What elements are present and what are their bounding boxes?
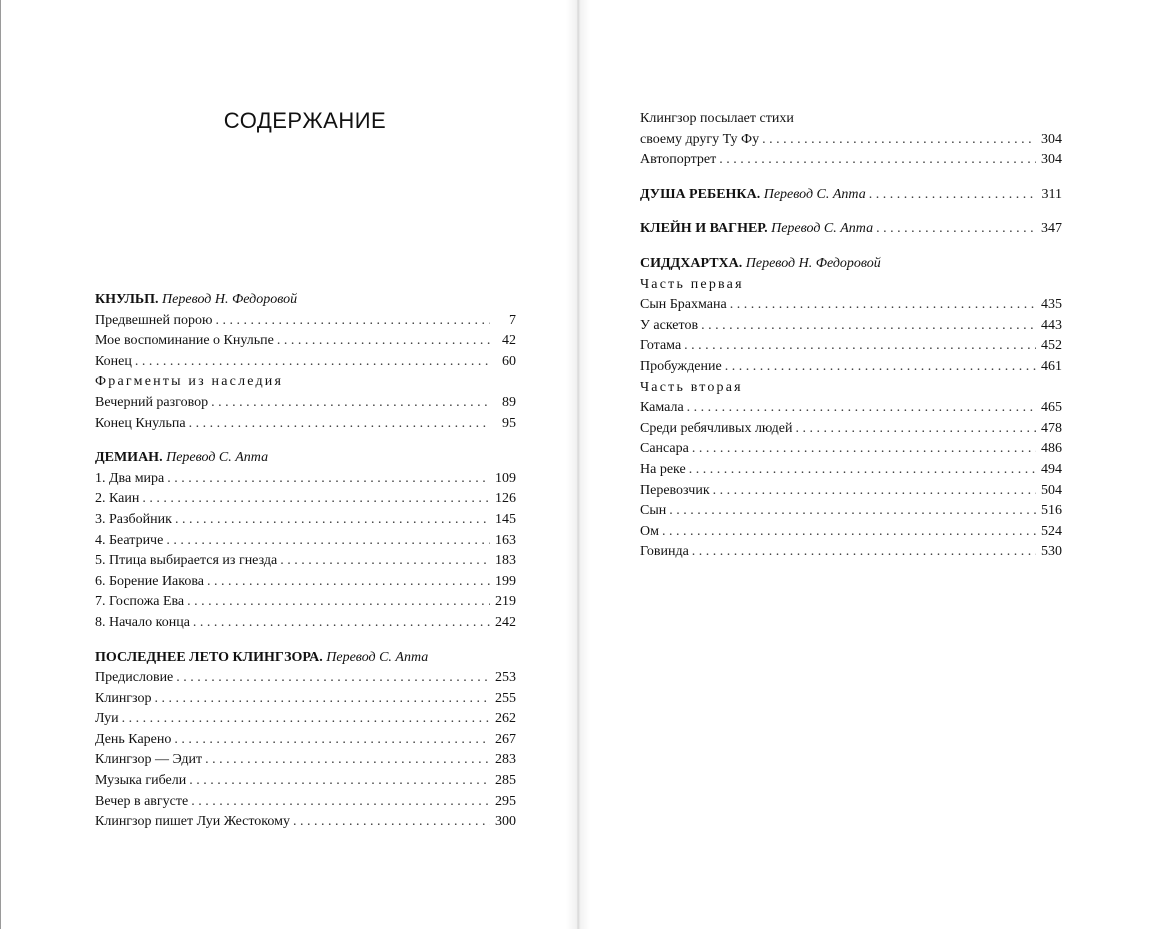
page-number: 7 <box>509 312 516 328</box>
leader-dots <box>215 311 490 332</box>
toc-heading-row[interactable] <box>640 219 1062 240</box>
leader-dots <box>876 219 1036 240</box>
toc-entry-title: Клингзор пишет Луи Жестокому <box>95 814 290 830</box>
leader-dots <box>207 572 490 593</box>
toc-entry[interactable] <box>95 689 516 710</box>
toc-entry-title: Предвешней порою <box>95 312 213 328</box>
translator: Перевод Н. Федоровой <box>162 292 298 307</box>
leader-dots <box>293 812 490 833</box>
toc-entry[interactable] <box>95 709 516 730</box>
subsection-heading: Часть первая <box>640 276 744 292</box>
translator: Перевод С. Апта <box>763 186 866 202</box>
page-number: 262 <box>495 711 516 727</box>
toc-entry-title: 3. Разбойник <box>95 511 172 527</box>
toc-left-column <box>95 290 516 833</box>
section-klingsor <box>95 648 516 833</box>
page-number: 465 <box>1041 400 1062 416</box>
page-number: 109 <box>495 470 516 486</box>
page-number: 461 <box>1041 358 1062 374</box>
page-number: 304 <box>1041 152 1062 168</box>
toc-entry-title: Вечер в августе <box>95 793 189 809</box>
page-number: 242 <box>495 614 516 630</box>
page-number: 347 <box>1041 221 1062 237</box>
leader-dots <box>155 689 491 710</box>
page-number: 95 <box>502 415 516 431</box>
toc-entry-title: Сын <box>640 503 667 519</box>
leader-dots <box>684 336 1036 357</box>
toc-entry[interactable] <box>95 572 516 593</box>
leader-dots <box>713 481 1036 502</box>
toc-entry-title: Конец Кнульпа <box>95 415 186 431</box>
page-number: 530 <box>1041 544 1062 560</box>
toc-entry-title: 8. Начало конца <box>95 614 190 630</box>
page-number: 295 <box>495 793 516 809</box>
toc-entry[interactable] <box>95 812 516 833</box>
leader-dots <box>762 130 1036 151</box>
leader-dots <box>692 439 1036 460</box>
translator: Перевод С. Апта <box>166 450 269 466</box>
toc-entry-title: Сансара <box>640 441 689 457</box>
toc-list <box>640 295 1062 377</box>
leader-dots <box>796 419 1036 440</box>
toc-entry[interactable] <box>640 439 1062 460</box>
leader-dots <box>869 185 1036 206</box>
page-number: 126 <box>495 491 516 507</box>
toc-heading-row[interactable] <box>640 185 1062 206</box>
toc-entry[interactable] <box>95 311 516 332</box>
toc-entry-title: 6. Борение Иакова <box>95 573 205 589</box>
page-number: 486 <box>1041 441 1062 457</box>
page-number: 524 <box>1041 523 1062 539</box>
toc-entry[interactable] <box>640 150 1062 171</box>
page-number: 285 <box>495 773 516 789</box>
page-number: 89 <box>502 394 516 410</box>
toc-entry[interactable] <box>95 531 516 552</box>
leader-dots <box>167 469 490 490</box>
section-heading-klingsor <box>95 648 516 669</box>
leader-dots <box>187 592 490 613</box>
toc-entry[interactable] <box>95 551 516 572</box>
page-number: 42 <box>502 333 516 349</box>
book-title: ДЕМИАН. <box>95 450 163 466</box>
toc-entry[interactable] <box>95 510 516 531</box>
leader-dots <box>189 414 490 435</box>
page-number: 219 <box>495 594 516 610</box>
page-number: 452 <box>1041 338 1062 354</box>
book-gutter <box>566 0 590 929</box>
toc-entry-title: Предисловие <box>95 670 174 686</box>
toc-entry[interactable] <box>95 771 516 792</box>
section-heading-knulp <box>95 290 516 311</box>
toc-entry[interactable] <box>640 460 1062 481</box>
page-number: 304 <box>1041 131 1062 147</box>
toc-entry[interactable] <box>640 357 1062 378</box>
toc-entry-continued-line: Клингзор посылает стихи <box>640 111 794 126</box>
page-number: 300 <box>495 814 516 830</box>
toc-entry[interactable] <box>95 393 516 414</box>
page-number: 267 <box>495 731 516 747</box>
toc-entry-title: Конец <box>95 353 132 369</box>
page-number: 478 <box>1041 420 1062 436</box>
toc-entry[interactable] <box>640 419 1062 440</box>
toc-entry[interactable] <box>640 398 1062 419</box>
page-number: 199 <box>495 573 516 589</box>
leader-dots <box>175 510 490 531</box>
toc-entry[interactable] <box>95 592 516 613</box>
leader-dots <box>669 501 1036 522</box>
contents-title: СОДЕРЖАНИЕ <box>223 108 387 133</box>
translator: Перевод С. Апта <box>771 221 874 237</box>
leader-dots <box>730 295 1036 316</box>
leader-dots <box>135 352 490 373</box>
page-number: 516 <box>1041 503 1062 519</box>
leader-dots <box>189 771 490 792</box>
toc-entry[interactable] <box>95 730 516 751</box>
toc-list <box>95 311 516 373</box>
page-number: 60 <box>502 353 516 369</box>
page-number: 255 <box>495 690 516 706</box>
toc-entry[interactable] <box>95 613 516 634</box>
leader-dots <box>277 331 490 352</box>
toc-entry[interactable] <box>640 501 1062 522</box>
book-title: СИДДХАРТХА. <box>640 255 743 271</box>
leader-dots <box>191 792 490 813</box>
toc-entry-title: День Карено <box>95 731 172 747</box>
toc-list <box>95 668 516 833</box>
toc-entry[interactable] <box>640 481 1062 502</box>
toc-entry[interactable] <box>640 542 1062 563</box>
translator: Перевод Н. Федоровой <box>745 255 881 271</box>
toc-entry-title: Автопортрет <box>640 152 717 168</box>
leader-dots <box>280 551 490 572</box>
section-heading-demian <box>95 448 516 469</box>
toc-entry-title: Среди ребячливых людей <box>640 420 793 436</box>
toc-entry[interactable] <box>640 130 1062 151</box>
leader-dots <box>122 709 490 730</box>
toc-entry[interactable] <box>640 316 1062 337</box>
toc-entry-title: Клингзор — Эдит <box>95 752 203 768</box>
book-title: КНУЛЬП. <box>95 292 159 307</box>
leader-dots <box>211 393 490 414</box>
leader-dots <box>662 522 1036 543</box>
toc-entry-title: У аскетов <box>640 317 699 333</box>
toc-right-column <box>640 109 1062 563</box>
toc-entry-title: Камала <box>640 400 684 416</box>
subsection-heading: Фрагменты из наследия <box>95 374 284 390</box>
toc-entry[interactable] <box>95 668 516 689</box>
leader-dots <box>174 730 490 751</box>
leader-dots <box>176 668 490 689</box>
leader-dots <box>205 750 490 771</box>
page-number: 253 <box>495 670 516 686</box>
toc-list <box>95 393 516 434</box>
leader-dots <box>719 150 1036 171</box>
toc-entry-title: Пробуждение <box>640 358 722 374</box>
section-child-soul <box>640 185 1062 206</box>
leader-dots <box>725 357 1036 378</box>
toc-list <box>640 398 1062 563</box>
page-number: 283 <box>495 752 516 768</box>
book-title: ДУША РЕБЕНКА. <box>640 186 761 202</box>
page-number: 504 <box>1041 482 1062 498</box>
toc-entry-title: Музыка гибели <box>95 773 187 789</box>
page-number: 145 <box>495 511 516 527</box>
section-demian <box>95 448 516 633</box>
toc-entry[interactable] <box>95 489 516 510</box>
toc-entry[interactable] <box>640 295 1062 316</box>
toc-list <box>95 469 516 634</box>
toc-entry[interactable] <box>95 331 516 352</box>
leader-dots <box>166 531 490 552</box>
toc-entry[interactable] <box>95 792 516 813</box>
leader-dots <box>687 398 1036 419</box>
section-siddhartha <box>640 254 1062 563</box>
toc-entry-title: Луи <box>95 711 119 727</box>
toc-entry-title: Готама <box>640 338 682 354</box>
toc-entry[interactable] <box>640 336 1062 357</box>
toc-entry[interactable] <box>95 414 516 435</box>
page-number: 443 <box>1041 317 1062 333</box>
subsection-heading: Часть вторая <box>640 379 743 395</box>
toc-entry-title: своему другу Ту Фу <box>640 131 760 147</box>
toc-entry-title: Перевозчик <box>640 482 710 498</box>
leader-dots <box>142 489 490 510</box>
toc-entry[interactable] <box>640 522 1062 543</box>
toc-entry-title: Вечерний разговор <box>95 394 209 410</box>
leader-dots <box>689 460 1036 481</box>
toc-entry-title: 1. Два мира <box>95 470 165 486</box>
book-title: КЛЕЙН И ВАГНЕР. <box>640 221 768 237</box>
book-title: ПОСЛЕДНЕЕ ЛЕТО КЛИНГЗОРА. <box>95 649 323 665</box>
toc-entry-title: 4. Беатриче <box>95 532 164 548</box>
page-number: 311 <box>1041 186 1062 202</box>
page-number: 163 <box>495 532 516 548</box>
toc-entry-title: Говинда <box>640 544 689 560</box>
toc-entry[interactable] <box>95 469 516 490</box>
section-heading-siddhartha <box>640 254 1062 275</box>
section-klein-wagner <box>640 219 1062 240</box>
toc-entry-title: Клингзор <box>95 690 152 706</box>
toc-entry-title: Мое воспоминание о Кнульпе <box>95 333 274 349</box>
toc-entry[interactable] <box>95 750 516 771</box>
page-number: 435 <box>1041 297 1062 313</box>
leader-dots <box>701 316 1036 337</box>
toc-entry-title: 2. Каин <box>95 491 140 507</box>
toc-entry[interactable] <box>95 352 516 373</box>
toc-list <box>640 130 1062 171</box>
toc-entry-title: На реке <box>640 461 686 477</box>
page-number: 494 <box>1041 461 1062 477</box>
toc-entry-title: Ом <box>640 523 659 539</box>
leader-dots <box>692 542 1036 563</box>
page-number: 183 <box>495 553 516 569</box>
toc-entry-title: Сын Брахмана <box>640 297 727 313</box>
toc-entry-title: 5. Птица выбирается из гнезда <box>95 553 278 569</box>
toc-entry-title: 7. Госпожа Ева <box>95 594 185 610</box>
leader-dots <box>193 613 490 634</box>
translator: Перевод С. Апта <box>326 649 429 665</box>
